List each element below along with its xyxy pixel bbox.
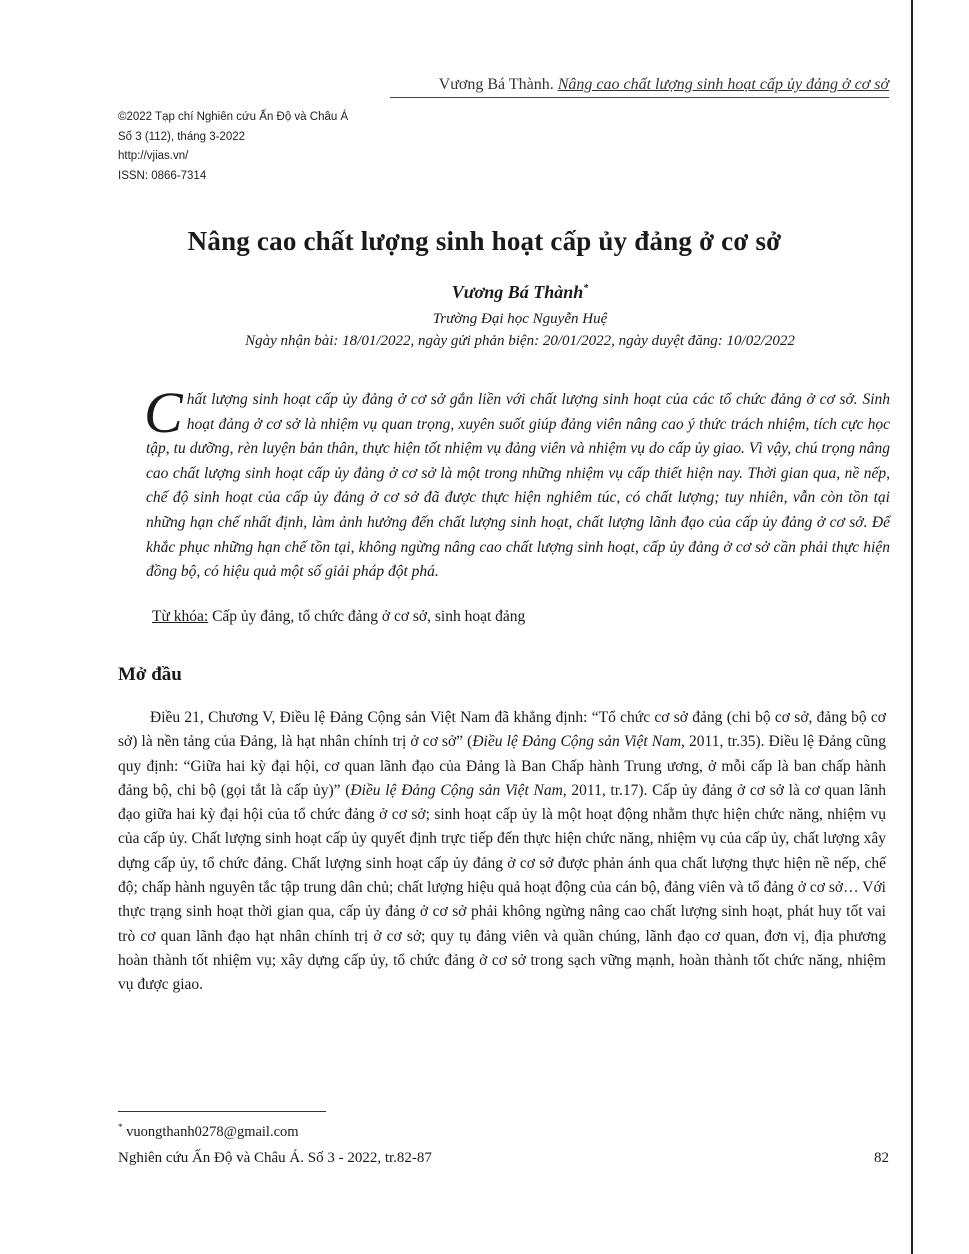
running-header xyxy=(439,76,889,94)
footnote-rule xyxy=(118,1111,326,1112)
author-footnote-mark: * xyxy=(583,283,589,294)
abstract-text: hất lượng sinh hoạt cấp ủy đảng ở cơ sở gắn liền với chất lượng sinh hoạt của các tổ chức đảng ở cơ sở. Sinh hoạt đảng ở cơ sở là nhiệm vụ quan trọng, xuyên suốt giúp đảng viên nâng cao ý thức trách nhiệm, tích cực học tập, tu dưỡng, rèn luyện bản thân, thực hiện tốt nhiệm vụ đảng viên và nhiệm vụ do cấp ủy giao. Vì vậy, chú trọng nâng cao chất lượng sinh hoạt cấp ủy đảng ở cơ sở là một trong những nhiệm vụ cấp thiết hiện nay. Thời gian qua, nề nếp, chế độ sinh hoạt của cấp ủy đảng ở cơ sở đã được thực hiện nghiêm túc, có chất lượng; tuy nhiên, vẫn còn tồn tại những hạn chế nhất định, làm ảnh hưởng đến chất lượng sinh hoạt, chất lượng lãnh đạo của cấp ủy đảng ở cơ sở. Để khắc phục những hạn chế tồn tại, không ngừng nâng cao chất lượng sinh hoạt, cấp ủy đảng ở cơ sở cần phải thực hiện đồng bộ, có hiệu quả một số giải pháp đột phá. xyxy=(146,391,890,581)
author-email[interactable]: vuongthanh0278@gmail.com xyxy=(126,1123,299,1140)
author-name: Vương Bá Thành xyxy=(451,282,584,302)
publication-info xyxy=(118,108,348,186)
page-number: 82 xyxy=(874,1150,889,1166)
citation-1: Điều lệ Đảng Cộng sản Việt Nam xyxy=(472,733,682,751)
submission-dates: Ngày nhận bài: 18/01/2022, ngày gửi phản biện: 20/01/2022, ngày duyệt đăng: 10/02/2022 xyxy=(245,333,795,349)
footnote xyxy=(118,1122,299,1141)
issue-line: Số 3 (112), tháng 3-2022 xyxy=(118,130,246,143)
journal-url[interactable]: http://vjias.vn/ xyxy=(118,150,189,162)
keywords xyxy=(152,608,525,626)
body-text-part-3: , 2011, tr.17). Cấp ủy đảng ở cơ sở là cơ quan lãnh đạo giữa hai kỳ đại hội của tổ chức đảng ở cơ sở; sinh hoạt cấp ủy là một hoạt động nhằm thực hiện chức năng, nhiệm vụ của cấp ủy. Chất lượng sinh hoạt cấp ủy quyết định trực tiếp đến thực hiện chức năng, nhiệm vụ của cấp ủy, chất lượng xây dựng cấp ủy, tổ chức đảng. Chất lượng sinh hoạt cấp ủy đảng ở cơ sở được phản ánh qua chất lượng thực hiện nề nếp, chế độ; chấp hành nguyên tắc tập trung dân chủ; chất lượng hiệu quả hoạt động của cán bộ, đảng viên và tổ đảng ở cơ sở… Với thực trạng sinh hoạt thời gian qua, cấp ủy đảng ở cơ sở phải không ngừng nâng cao chất lượng sinh hoạt, phát huy tốt vai trò cơ quan lãnh đạo hạt nhân chính trị ở cơ sở; quy tụ đảng viên và quần chúng, lãnh đạo cơ quan, đơn vị, địa phương hoàn thành tốt nhiệm vụ; xây dựng cấp ủy, tổ chức đảng ở cơ sở trong sạch vững mạnh, hoàn thành tốt chức năng, nhiệm vụ được giao. xyxy=(118,781,886,994)
running-header-author: Vương Bá Thành. xyxy=(438,76,554,93)
body-text-part-1: Điều 21, Chương V, Điều lệ Đảng Cộng sản Việt Nam đã khẳng định: “Tổ chức cơ sở đảng (chi bộ cơ sở, đảng bộ cơ sở) là nền tảng của Đảng, là hạt nhân chính trị ở cơ sở” ( xyxy=(118,709,886,751)
citation-2: Điều lệ Đảng Cộng sản Việt Nam xyxy=(350,781,563,799)
author-affiliation: Trường Đại học Nguyễn Huệ xyxy=(432,311,608,327)
page-edge-line xyxy=(911,0,913,1254)
issn-line: ISSN: 0866-7314 xyxy=(118,169,207,182)
section-heading: Mở đầu xyxy=(118,664,182,685)
article-title: Nâng cao chất lượng sinh hoạt cấp ủy đảng ở cơ sở xyxy=(187,226,782,256)
body-paragraph xyxy=(118,706,886,998)
body-text-part-2: , 2011, tr.35). Điều lệ Đảng cũng quy định: “Giữa hai kỳ đại hội, cơ quan lãnh đạo của Đảng là Ban Chấp hành Trung ương, ở mỗi cấp là ban chấp hành đảng bộ, chi bộ (gọi tắt là cấp ủy)” ( xyxy=(118,733,887,799)
abstract xyxy=(144,380,890,585)
keywords-text: Cấp ủy đảng, tổ chức đảng ở cơ sở, sinh hoạt đảng xyxy=(212,608,526,625)
journal-footer: Nghiên cứu Ấn Độ và Châu Á. Số 3 - 2022, tr.82-87 xyxy=(118,1150,432,1166)
header-rule xyxy=(390,97,889,98)
running-header-title: Nâng cao chất lượng sinh hoạt cấp ủy đảng ở cơ sở xyxy=(557,76,889,93)
copyright-line: ©2022 Tạp chí Nghiên cứu Ấn Độ và Châu Á xyxy=(118,111,349,123)
footnote-mark: * xyxy=(118,1122,123,1132)
author-line xyxy=(0,282,969,303)
abstract-drop-cap: C xyxy=(144,380,183,445)
keywords-label: Từ khóa: xyxy=(152,608,209,625)
